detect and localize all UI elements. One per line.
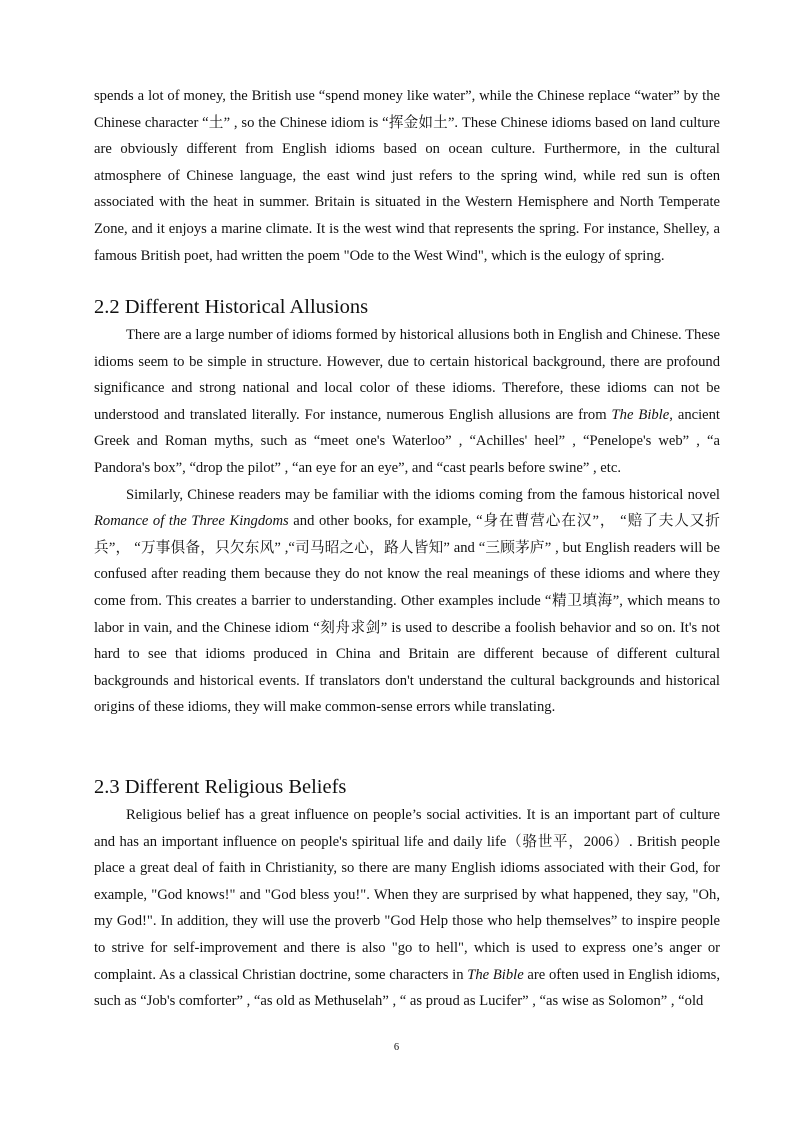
paragraph-text: , ancient Greek and Roman myths, such as “meet one's Waterloo” , “Achilles' heel” , “Penelope's web” , “a Pandora's box”, “drop the pilot” , “an eye for an eye”, and “cast pearls before swine” , etc. — [94, 406, 720, 476]
page-number: 6 — [393, 1042, 400, 1053]
intro-paragraph-text: spends a lot of money, the British use “spend money like water”, while the Chinese replace “water” by the Chinese character “土” , so the Chinese idiom is “挥金如土”. These Chinese idioms based on land culture are obviously different from English idioms based on ocean culture. Furthermore, in the cultural atmosphere of Chinese language, the east wind just refers to the spring wind, while red sun is often associated with the heat in summer. Britain is situated in the Western Hemisphere and North Temperate Zone, and it enjoys a marine climate. It is the west wind that represents the spring. For instance, Shelley, a famous British poet, had written the poem "Ode to the West Wind", which is the eulogy of spring. — [94, 88, 720, 264]
book-title: The Bible — [611, 406, 670, 423]
section-heading-2-3: 2.3 Different Religious Beliefs — [94, 776, 347, 798]
section-2-2-body — [94, 322, 720, 721]
book-title: The Bible — [467, 966, 524, 983]
paragraph-text: are often used in English idioms, such as “Job's comforter” , “as old as Methuselah” , “ as proud as Lucifer” , “as wise as Solomon” , “old — [94, 966, 720, 1010]
paragraph-text: and other books, for example, “身在曹营心在汉”， “赔了夫人又折兵”， “万事俱备，只欠东风” ,“司马昭之心，路人皆知” and “三顾茅庐” , but English readers will be confused after reading them because they do not know the real meanings of these idioms and where they come from. This creates a barrier to understanding. Other examples include “精卫填海”, which means to labor in vain, and the Chinese idiom “刻舟求剑” is used to describe a foolish behavior and so on. It's not hard to see that idioms produced in China and Britain are different because of different cultural backgrounds and historical events. If translators don't understand the cultural backgrounds and historical origins of these idioms, they will make common-sense errors while translating. — [94, 513, 720, 716]
paragraph-text: There are a large number of idioms formed by historical allusions both in English and Chinese. These idioms seem to be simple in structure. However, due to certain historical background, there are profound significance and strong national and local color of these idioms. Therefore, these idioms can not be understood and translated literally. For instance, numerous English allusions are from — [94, 327, 720, 423]
intro-paragraph — [94, 83, 720, 269]
section-2-3-body — [94, 802, 720, 1015]
section-2-2-paragraph-2 — [94, 482, 720, 721]
section-2-2-paragraph-1 — [94, 322, 720, 482]
paragraph-text: Religious belief has a great influence on people’s social activities. It is an important part of culture and has an important influence on people's spiritual life and daily life（骆世平，2006）. British people place a great deal of faith in Christianity, so there are many English idioms associated with their God, for example, "God knows!" and "God bless you!". When they are surprised by what happened, they say, "Oh, my God!". In addition, they will use the proverb "God Help those who help themselves” to inspire people to strive for self-improvement and there is also "go to hell", which is used to express one’s anger or complaint. As a classical Christian doctrine, some characters in — [94, 807, 720, 983]
section-heading-2-2: 2.2 Different Historical Allusions — [94, 296, 369, 318]
section-2-3-paragraph-1 — [94, 802, 720, 1015]
book-title: Romance of the Three Kingdoms — [94, 513, 289, 530]
paragraph-text: Similarly, Chinese readers may be familiar with the idioms coming from the famous historical novel — [126, 486, 720, 503]
